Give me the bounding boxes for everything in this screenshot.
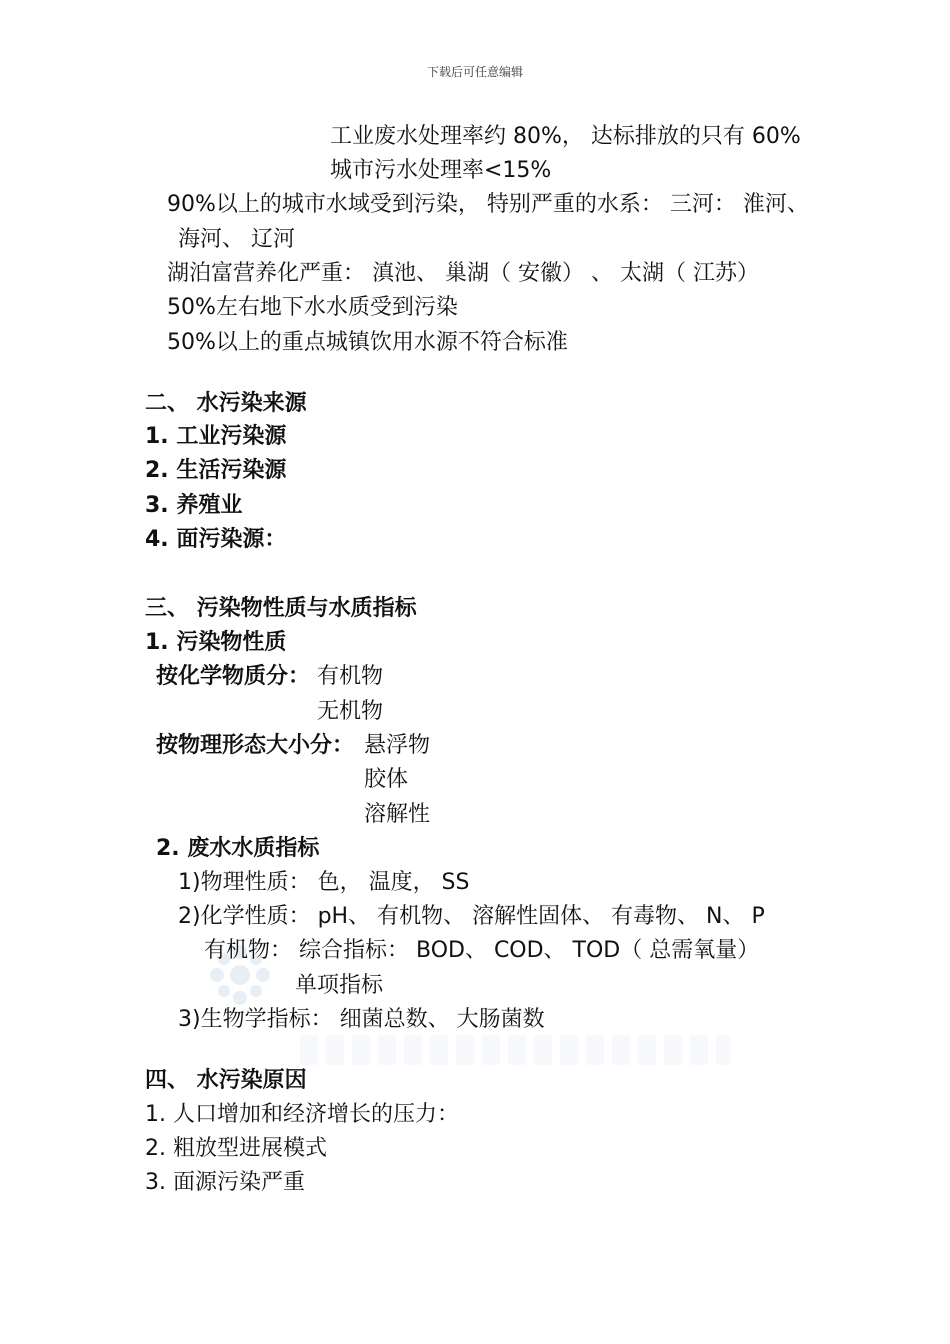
line-drinking-water: 50%以上的重点城镇饮用水源不符合标准 — [167, 330, 568, 355]
subsection-heading: 1. 污染物性质 — [145, 630, 287, 655]
classification-value: 溶解性 — [364, 802, 431, 827]
indicator-line: 单项指标 — [295, 973, 384, 998]
classification-value: 悬浮物 — [364, 733, 431, 758]
list-item: 1. 工业污染源 — [145, 424, 287, 449]
line-urban-sewage: 城市污水处理率<15% — [330, 158, 552, 183]
section-2-heading: 二、 水污染来源 — [145, 391, 307, 416]
classification-value: 无机物 — [317, 699, 384, 724]
indicator-line: 1)物理性质： 色， 温度， SS — [178, 870, 470, 895]
classification-label: 按化学物质分： — [156, 664, 311, 689]
indicator-line: 3)生物学指标： 细菌总数、 大肠菌数 — [178, 1007, 545, 1032]
section-3-heading: 三、 污染物性质与水质指标 — [145, 596, 417, 621]
subsection-heading: 2. 废水水质指标 — [156, 836, 320, 861]
list-item: 3. 面源污染严重 — [145, 1170, 305, 1195]
page-header: 下载后可任意编辑 — [426, 65, 523, 79]
classification-value: 胶体 — [364, 767, 409, 792]
line-industrial-wastewater: 工业废水处理率约 80%， 达标排放的只有 60% — [330, 124, 801, 149]
section-4-heading: 四、 水污染原因 — [145, 1068, 307, 1093]
classification-label: 按物理形态大小分： — [156, 733, 355, 758]
list-item: 2. 生活污染源 — [145, 458, 287, 483]
line-rivers: 海河、 辽河 — [178, 227, 295, 252]
list-item: 1. 人口增加和经济增长的压力： — [145, 1102, 459, 1127]
list-item: 3. 养殖业 — [145, 493, 243, 518]
indicator-line: 有机物： 综合指标： BOD、 COD、 TOD（ 总需氧量） — [204, 938, 760, 963]
classification-value: 有机物 — [317, 664, 384, 689]
list-item: 4. 面污染源： — [145, 527, 287, 552]
indicator-line: 2)化学性质： pH、 有机物、 溶解性固体、 有毒物、 N、 P — [178, 904, 765, 929]
list-item: 2. 粗放型进展模式 — [145, 1136, 327, 1161]
watermark-band — [300, 1035, 730, 1065]
line-lakes-eutrophication: 湖泊富营养化严重： 滇池、 巢湖（ 安徽） 、 太湖（ 江苏） — [167, 261, 759, 286]
line-urban-water-polluted: 90%以上的城市水域受到污染， 特别严重的水系： 三河： 淮河、 — [167, 192, 809, 217]
line-groundwater: 50%左右地下水水质受到污染 — [167, 295, 458, 320]
